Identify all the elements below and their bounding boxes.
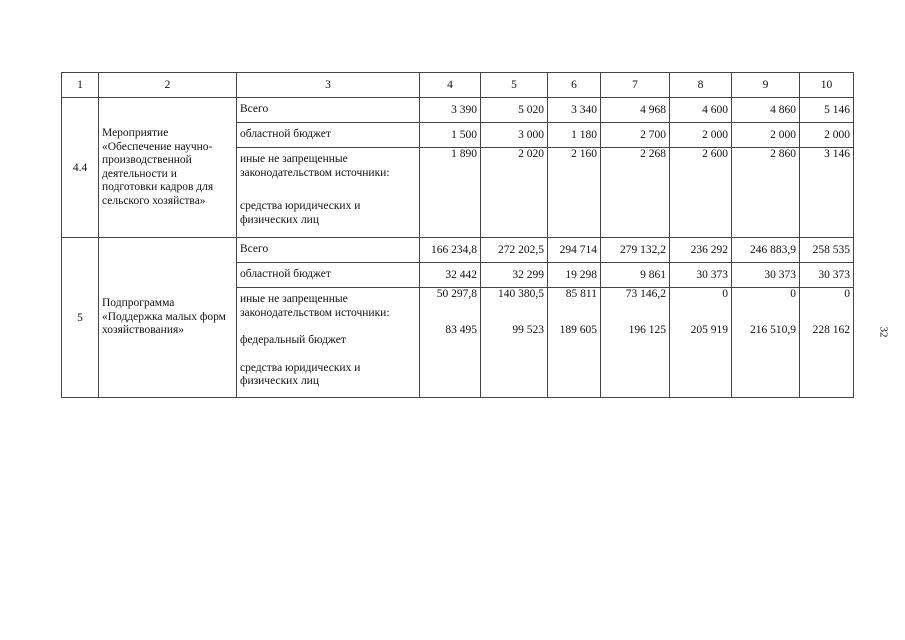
value-cell: 272 202,5: [481, 238, 548, 263]
federal-value: 140 380,5: [498, 288, 544, 300]
source-label: средства юридических и физических лиц: [240, 200, 361, 226]
value-cell: 30 373: [670, 263, 732, 288]
value-cell: 3 146: [800, 148, 854, 238]
table-row: [62, 98, 854, 123]
value-cell: 1 180: [548, 123, 601, 148]
value-cell: 4 860: [732, 98, 800, 123]
legal-value: 228 162: [812, 324, 850, 336]
legal-value: 83 495: [445, 324, 477, 336]
value-cell: 2 700: [601, 123, 670, 148]
source-label: областной бюджет: [237, 263, 420, 288]
col-header-1: 1: [62, 73, 99, 98]
value-cell: [670, 288, 732, 398]
col-header-8: 8: [670, 73, 732, 98]
value-cell: 2 600: [670, 148, 732, 238]
value-cell: 32 442: [420, 263, 481, 288]
legal-value: 99 523: [512, 324, 544, 336]
federal-value: 50 297,8: [436, 288, 477, 300]
col-header-3: 3: [237, 73, 420, 98]
value-cell: 279 132,2: [601, 238, 670, 263]
page-number: 32: [877, 326, 890, 338]
value-cell: [800, 288, 854, 398]
value-cell: 3 000: [481, 123, 548, 148]
source-label: иные не запрещенные законодательством источники:: [240, 293, 390, 319]
source-label: федеральный бюджет: [240, 334, 346, 346]
col-header-10: 10: [800, 73, 854, 98]
value-cell: [420, 288, 481, 398]
legal-value: 205 919: [690, 324, 728, 336]
value-cell: 5 146: [800, 98, 854, 123]
federal-value: 73 146,2: [625, 288, 666, 300]
col-header-9: 9: [732, 73, 800, 98]
value-cell: 19 298: [548, 263, 601, 288]
source-label: областной бюджет: [237, 123, 420, 148]
col-header-5: 5: [481, 73, 548, 98]
value-cell: 9 861: [601, 263, 670, 288]
value-cell: 1 890: [420, 148, 481, 238]
value-cell: 32 299: [481, 263, 548, 288]
row-number: 4.4: [62, 98, 99, 238]
value-cell: 2 268: [601, 148, 670, 238]
source-label: Всего: [237, 98, 420, 123]
budget-table: [61, 72, 854, 398]
value-cell: 2 020: [481, 148, 548, 238]
source-label: средства юридических и физических лиц: [240, 361, 361, 387]
value-cell: 246 883,9: [732, 238, 800, 263]
source-cell: [237, 288, 420, 398]
value-cell: 3 390: [420, 98, 481, 123]
table-row: [62, 238, 854, 263]
value-cell: [548, 288, 601, 398]
legal-value: 216 510,9: [750, 324, 796, 336]
col-header-4: 4: [420, 73, 481, 98]
value-cell: 236 292: [670, 238, 732, 263]
federal-value: 85 811: [565, 288, 597, 300]
value-cell: [732, 288, 800, 398]
value-cell: 2 000: [800, 123, 854, 148]
source-label: иные не запрещенные законодательством источники:: [240, 153, 390, 179]
value-cell: 5 020: [481, 98, 548, 123]
legal-value: 189 605: [559, 324, 597, 336]
value-cell: 30 373: [732, 263, 800, 288]
col-header-2: 2: [99, 73, 237, 98]
federal-value: 0: [844, 288, 850, 300]
source-label: Всего: [237, 238, 420, 263]
value-cell: 2 000: [732, 123, 800, 148]
federal-value: 0: [722, 288, 728, 300]
value-cell: 2 860: [732, 148, 800, 238]
value-cell: 258 535: [800, 238, 854, 263]
legal-value: 196 125: [628, 324, 666, 336]
row-description: Подпрограмма «Поддержка малых форм хозяйствования»: [99, 238, 237, 398]
value-cell: [481, 288, 548, 398]
header-row: [62, 73, 854, 98]
row-description: Мероприятие «Обеспечение научно-производственной деятельности и подготовки кадров для сельского хозяйства»: [99, 98, 237, 238]
value-cell: 294 714: [548, 238, 601, 263]
value-cell: 1 500: [420, 123, 481, 148]
value-cell: 30 373: [800, 263, 854, 288]
value-cell: 4 600: [670, 98, 732, 123]
value-cell: 4 968: [601, 98, 670, 123]
value-cell: [601, 288, 670, 398]
value-cell: 3 340: [548, 98, 601, 123]
source-cell: [237, 148, 420, 238]
value-cell: 2 000: [670, 123, 732, 148]
col-header-7: 7: [601, 73, 670, 98]
col-header-6: 6: [548, 73, 601, 98]
federal-value: 0: [790, 288, 796, 300]
row-number: 5: [62, 238, 99, 398]
value-cell: 166 234,8: [420, 238, 481, 263]
value-cell: 2 160: [548, 148, 601, 238]
